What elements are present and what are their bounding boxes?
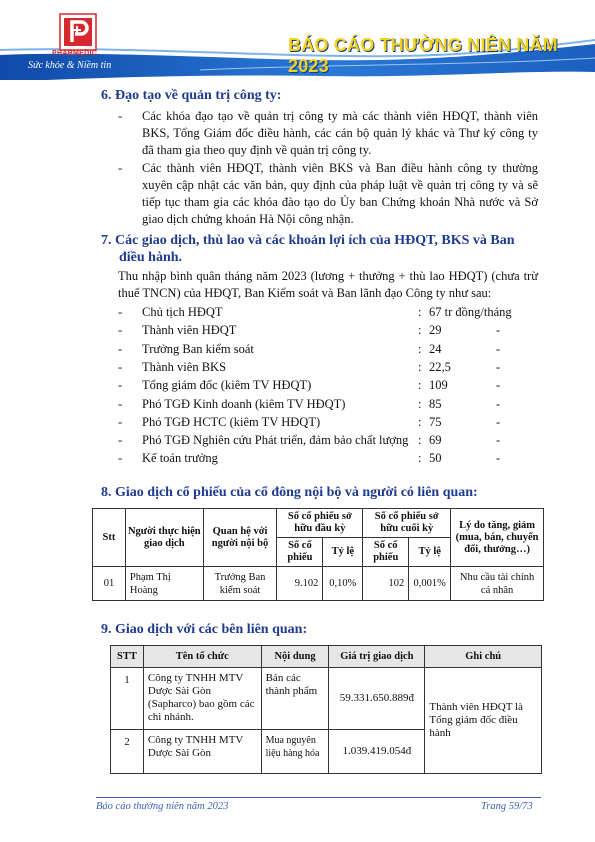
- section-6-bullet-2: [118, 160, 538, 230]
- section-6-heading: 6. Đạo tạo về quản trị công ty:: [101, 88, 282, 103]
- cell-stt: 1: [111, 668, 144, 730]
- income-dash: -: [118, 359, 123, 374]
- income-ditto: -: [496, 378, 501, 393]
- table-row: [111, 668, 542, 730]
- income-dash: -: [118, 433, 123, 448]
- income-label: Tổng giám đốc (kiêm TV HĐQT): [142, 378, 312, 393]
- pharmedic-logo: [58, 12, 98, 52]
- col-begin-shares: Số cổ phiếu: [277, 538, 323, 567]
- income-ditto: -: [496, 359, 501, 374]
- cell-org: Công ty TNHH MTV Dược Sài Gòn: [143, 730, 261, 774]
- income-label: Phó TGĐ Kinh doanh (kiêm TV HĐQT): [142, 396, 346, 411]
- table-header-row: [93, 509, 544, 538]
- income-colon: :: [418, 341, 422, 356]
- cell-end-ratio: 0,001%: [409, 567, 451, 601]
- col-begin: Số cổ phiếu sở hữu đầu kỳ: [277, 509, 363, 538]
- income-row: [118, 415, 518, 433]
- income-colon: :: [418, 414, 422, 429]
- page-header: [0, 0, 595, 80]
- cell-org: Công ty TNHH MTV Dược Sài Gòn (Sapharco) bao gồm các chi nhánh.: [143, 668, 261, 730]
- section-7-intro: Thu nhập bình quân tháng năm 2023 (lương + thưởng + thù lao HĐQT) (chưa trừ thuế TNCN) của HĐQT, Ban Kiểm soát và Ban lãnh đạo Công ty như sau:: [118, 269, 538, 300]
- income-ditto: -: [496, 396, 501, 411]
- cell-reason: Nhu cầu tài chính cá nhân: [451, 567, 544, 601]
- income-colon: :: [418, 305, 422, 319]
- cell-relation: Trưởng Ban kiểm soát: [203, 567, 277, 601]
- income-ditto: -: [496, 414, 501, 429]
- bullet-text: Các thành viên HĐQT, thành viên BKS và Ban điều hành công ty thường xuyên cập nhật các văn bản, quy định của pháp luật về quản trị công ty và sẽ tiếp tục tham gia các khóa đào tạo do Ủy ban Chứng khoán Nhà nước và Sở giao dịch chứng khoán Hà Nội công nhận.: [142, 161, 538, 226]
- income-row: [118, 451, 518, 469]
- income-label: Thành viên BKS: [142, 359, 227, 374]
- income-value: 29: [429, 323, 442, 338]
- income-dash: -: [118, 378, 123, 393]
- income-value: 69: [429, 433, 442, 448]
- col-stt: Stt: [93, 509, 126, 567]
- section-6-bullet-1: [118, 108, 538, 160]
- cell-begin-ratio: 0,10%: [323, 567, 363, 601]
- income-label: Kế toán trưởng: [142, 451, 218, 466]
- income-row: [118, 305, 518, 323]
- income-row: [118, 433, 518, 451]
- income-label: Phó TGĐ HCTC (kiêm TV HĐQT): [142, 414, 321, 429]
- cell-begin-shares: 9.102: [277, 567, 323, 601]
- income-row: [118, 397, 518, 415]
- section-8-heading: 8. Giao dịch cổ phiếu của cổ đông nội bộ và người có liên quan:: [101, 485, 478, 500]
- insider-trading-table: [92, 508, 544, 601]
- col-value: Giá trị giao dịch: [329, 646, 425, 668]
- income-label: Chủ tịch HĐQT: [142, 305, 223, 319]
- income-dash: -: [118, 341, 123, 356]
- cell-content: Bán các thành phẩm: [261, 668, 329, 730]
- bullet-dash: -: [118, 161, 123, 175]
- col-relation: Quan hệ với người nội bộ: [203, 509, 277, 567]
- income-ditto: -: [496, 341, 501, 356]
- income-label: Phó TGĐ Nghiên cứu Phát triển, đảm bảo chất lượng: [142, 433, 409, 448]
- footer-divider: [96, 797, 541, 798]
- col-end: Số cổ phiếu sở hữu cuối kỳ: [363, 509, 451, 538]
- col-stt: STT: [111, 646, 144, 668]
- income-value: 67 tr đồng/tháng: [429, 305, 512, 319]
- col-reason: Lý do tăng, giảm (mua, bán, chuyển đổi, thưởng…): [451, 509, 544, 567]
- income-ditto: -: [496, 433, 501, 448]
- cell-content: Mua nguyên liệu hàng hóa: [261, 730, 329, 774]
- page-number: Trang 59/73: [481, 801, 533, 812]
- brand-name: PHARMEDIC: [52, 50, 98, 57]
- income-row: [118, 342, 518, 360]
- income-value: 50: [429, 451, 442, 466]
- income-dash: -: [118, 414, 123, 429]
- table-row: [93, 567, 544, 601]
- income-ditto: -: [496, 323, 501, 338]
- income-colon: :: [418, 359, 422, 374]
- income-dash: -: [118, 323, 123, 338]
- report-title: BÁO CÁO THƯỜNG NIÊN NĂM 2023: [288, 35, 558, 76]
- income-value: 24: [429, 341, 442, 356]
- slogan: Sức khỏe & Niềm tin: [28, 60, 112, 71]
- section-9-heading: 9. Giao dịch với các bên liên quan:: [101, 622, 308, 637]
- cell-stt: 2: [111, 730, 144, 774]
- income-ditto: -: [496, 451, 501, 466]
- cell-person: Phạm Thị Hoàng: [125, 567, 203, 601]
- bullet-dash: -: [118, 109, 123, 123]
- income-value: 109: [429, 378, 448, 393]
- income-dash: -: [118, 305, 123, 319]
- footer-report-name: Báo cáo thường niên năm 2023: [96, 801, 229, 812]
- income-row: [118, 360, 518, 378]
- col-end-ratio: Tỷ lệ: [409, 538, 451, 567]
- income-value: 75: [429, 414, 442, 429]
- income-value: 85: [429, 396, 442, 411]
- income-row: [118, 378, 518, 396]
- income-value: 22,5: [429, 359, 451, 374]
- col-person: Người thực hiện giao dịch: [125, 509, 203, 567]
- income-row: [118, 323, 518, 341]
- cell-value: 59.331.650.889đ: [329, 668, 425, 730]
- income-colon: :: [418, 433, 422, 448]
- income-colon: :: [418, 323, 422, 338]
- table-header-row: [111, 646, 542, 668]
- section-7-heading-line1: 7. Các giao dịch, thù lao và các khoản lợi ích của HĐQT, BKS và Ban: [101, 233, 515, 248]
- col-note: Ghi chú: [425, 646, 542, 668]
- income-dash: -: [118, 396, 123, 411]
- section-7-heading: [101, 232, 541, 266]
- section-7-heading-line2: điều hành.: [119, 250, 183, 265]
- bullet-text: Các khóa đạo tạo về quản trị công ty mà các thành viên HĐQT, thành viên BKS, Tổng Giám đốc điều hành, các cán bộ quản lý khác và Thư ký công ty đã tham gia theo quy định về quản trị công ty.: [142, 109, 538, 157]
- col-org: Tên tổ chức: [143, 646, 261, 668]
- income-label: Trưởng Ban kiểm soát: [142, 341, 254, 356]
- col-content: Nội dung: [261, 646, 329, 668]
- col-end-shares: Số cổ phiếu: [363, 538, 409, 567]
- related-party-table: [110, 645, 542, 774]
- income-colon: :: [418, 378, 422, 393]
- cell-value: 1.039.419.054đ: [329, 730, 425, 774]
- income-colon: :: [418, 451, 422, 466]
- income-label: Thành viên HĐQT: [142, 323, 237, 338]
- income-dash: -: [118, 451, 123, 466]
- income-colon: :: [418, 396, 422, 411]
- cell-stt: 01: [93, 567, 126, 601]
- cell-note: Thành viên HĐQT là Tổng giám đốc điều hành: [425, 668, 542, 774]
- col-begin-ratio: Tỷ lệ: [323, 538, 363, 567]
- cell-end-shares: 102: [363, 567, 409, 601]
